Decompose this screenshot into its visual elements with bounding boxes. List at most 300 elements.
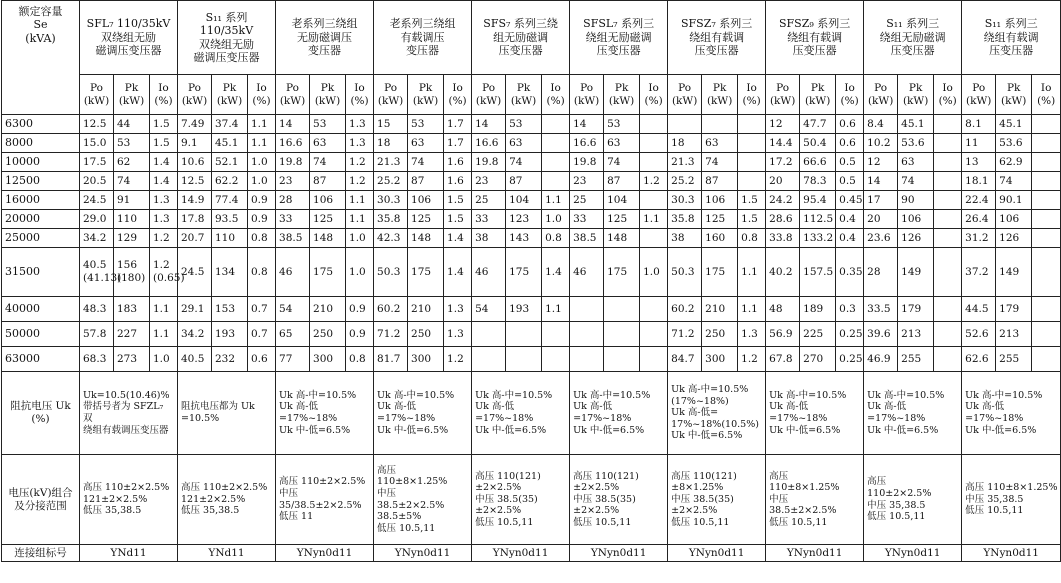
value-cell: 68.3 (80, 347, 114, 372)
value-cell: 153 (212, 297, 248, 322)
load-loss-header: Pk (kW) (506, 75, 542, 115)
voltage-combination-cell: 高压 110(121) ±2×2.5% 中压 38.5(35) ±2×2.5% 低压 10.5,11 (570, 455, 668, 545)
value-cell (934, 191, 962, 210)
value-cell: 1.0 (542, 210, 570, 229)
value-cell: 30.3 (374, 191, 408, 210)
connection-group-cell: YNd11 (178, 545, 276, 562)
value-cell: 225 (800, 322, 836, 347)
value-cell: 63 (408, 134, 444, 153)
value-cell (1032, 229, 1061, 248)
value-cell: 33 (570, 210, 604, 229)
value-cell (934, 347, 962, 372)
value-cell: 23 (276, 172, 310, 191)
value-cell: 42.3 (374, 229, 408, 248)
value-cell: 1.0 (346, 229, 374, 248)
value-cell: 175 (506, 248, 542, 297)
connection-group-cell: YNyn0d11 (864, 545, 962, 562)
value-cell: 0.8 (248, 229, 276, 248)
value-cell: 53 (310, 115, 346, 134)
value-cell: 19.8 (472, 153, 506, 172)
no-load-loss-header: Po (kW) (276, 75, 310, 115)
value-cell: 63 (702, 134, 738, 153)
value-cell: 1.4 (444, 229, 472, 248)
value-cell: 125 (408, 210, 444, 229)
value-cell: 52.1 (212, 153, 248, 172)
value-cell (640, 347, 668, 372)
value-cell (934, 153, 962, 172)
value-cell: 104 (604, 191, 640, 210)
series-header-1: SFL₇ 110/35kV 双绕组无励 磁调压变压器 (80, 1, 178, 75)
value-cell: 210 (702, 297, 738, 322)
value-cell (640, 191, 668, 210)
value-cell: 1.1 (346, 191, 374, 210)
value-cell: 53 (506, 115, 542, 134)
value-cell: 1.4 (542, 248, 570, 297)
rated-capacity-cell: 40000 (2, 297, 80, 322)
voltage-combination-cell: 高压 110±8×1.25% 中压 35,38.5 低压 10.5,11 (962, 455, 1061, 545)
load-loss-header: Pk (kW) (212, 75, 248, 115)
value-cell: 74 (702, 153, 738, 172)
value-cell: 38 (472, 229, 506, 248)
value-cell: 149 (898, 248, 934, 297)
value-cell: 52.6 (962, 322, 996, 347)
value-cell: 148 (408, 229, 444, 248)
value-cell: 17 (864, 191, 898, 210)
value-cell: 87 (702, 172, 738, 191)
no-load-loss-header: Po (kW) (668, 75, 702, 115)
value-cell: 60.2 (374, 297, 408, 322)
value-cell: 106 (702, 191, 738, 210)
value-cell: 45.1 (212, 134, 248, 153)
value-cell: 54 (472, 297, 506, 322)
value-cell: 175 (702, 248, 738, 297)
value-cell (472, 347, 506, 372)
value-cell: 17.8 (178, 210, 212, 229)
value-cell: 25 (570, 191, 604, 210)
value-cell: 1.5 (738, 191, 766, 210)
table-row (2, 347, 1061, 372)
no-load-loss-header: Po (kW) (962, 75, 996, 115)
value-cell: 45.1 (996, 115, 1032, 134)
value-cell: 20 (864, 210, 898, 229)
value-cell: 10.2 (864, 134, 898, 153)
value-cell: 74 (898, 172, 934, 191)
value-cell: 66.6 (800, 153, 836, 172)
value-cell: 250 (310, 322, 346, 347)
value-cell: 53.6 (996, 134, 1032, 153)
no-load-current-header: Io (%) (640, 75, 668, 115)
value-cell: 1.4 (150, 153, 178, 172)
value-cell: 148 (310, 229, 346, 248)
value-cell: 0.5 (836, 172, 864, 191)
table-row (2, 322, 1061, 347)
value-cell (668, 115, 702, 134)
value-cell: 1.1 (738, 297, 766, 322)
value-cell: 24.5 (80, 191, 114, 210)
value-cell: 23 (472, 172, 506, 191)
rated-capacity-header: 额定容量 Se (kVA) (2, 1, 80, 115)
value-cell: 106 (310, 191, 346, 210)
value-cell: 0.4 (836, 229, 864, 248)
value-cell (702, 115, 738, 134)
value-cell: 40.5 (41.13) (80, 248, 114, 297)
voltage-combination-cell: 高压 110(121) ±8×1.25% 中压 38.5(35) ±2×2.5% 低压 10.5,11 (668, 455, 766, 545)
value-cell: 1.3 (738, 322, 766, 347)
transformer-parameter-table (1, 0, 1061, 562)
value-cell: 134 (212, 248, 248, 297)
value-cell (604, 322, 640, 347)
table-header (2, 1, 1061, 115)
value-cell: 25.2 (374, 172, 408, 191)
series-header-8: SFSZ₉ 系列三 绕组有载调 压变压器 (766, 1, 864, 75)
value-cell: 250 (702, 322, 738, 347)
no-load-loss-header: Po (kW) (178, 75, 212, 115)
value-cell: 90 (898, 191, 934, 210)
value-cell: 65 (276, 322, 310, 347)
value-cell: 23 (570, 172, 604, 191)
value-cell: 44.5 (962, 297, 996, 322)
value-cell: 1.0 (640, 248, 668, 297)
table-body (2, 115, 1061, 372)
impedance-voltage-cell: 阻抗电压都为 Uk =10.5% (178, 372, 276, 455)
value-cell: 90.1 (996, 191, 1032, 210)
value-cell: 1.2 (738, 347, 766, 372)
value-cell: 48.3 (80, 297, 114, 322)
impedance-voltage-cell: Uk 高-中=10.5% Uk 高-低 =17%~18% Uk 中-低=6.5% (864, 372, 962, 455)
value-cell: 71.2 (374, 322, 408, 347)
value-cell (506, 347, 542, 372)
value-cell: 34.2 (80, 229, 114, 248)
no-load-current-header: Io (%) (1032, 75, 1061, 115)
value-cell: 8.1 (962, 115, 996, 134)
connection-group-row (2, 545, 1061, 562)
value-cell: 63 (506, 134, 542, 153)
value-cell: 0.8 (542, 229, 570, 248)
no-load-loss-header: Po (kW) (766, 75, 800, 115)
value-cell (1032, 134, 1061, 153)
value-cell: 0.6 (836, 134, 864, 153)
value-cell: 74 (310, 153, 346, 172)
value-cell: 123 (506, 210, 542, 229)
load-loss-header: Pk (kW) (898, 75, 934, 115)
value-cell: 25.2 (668, 172, 702, 191)
impedance-voltage-cell: Uk 高-中=10.5% (17%~18%) Uk 高-低= 17%~18%(10.5%) Uk 中-低=6.5% (668, 372, 766, 455)
value-cell: 17.5 (80, 153, 114, 172)
value-cell: 47.7 (800, 115, 836, 134)
value-cell (738, 134, 766, 153)
unit-header-row (2, 75, 1061, 115)
value-cell: 33.8 (766, 229, 800, 248)
value-cell: 143 (506, 229, 542, 248)
value-cell: 78.3 (800, 172, 836, 191)
value-cell: 1.3 (346, 115, 374, 134)
value-cell: 46 (276, 248, 310, 297)
value-cell (1032, 297, 1061, 322)
value-cell: 28 (276, 191, 310, 210)
value-cell: 62.6 (962, 347, 996, 372)
value-cell: 157.5 (800, 248, 836, 297)
impedance-voltage-cell: Uk 高-中=10.5% Uk 高-低=17%~18% Uk 中-低=6.5% (570, 372, 668, 455)
value-cell: 1.1 (248, 134, 276, 153)
value-cell: 93.5 (212, 210, 248, 229)
value-cell (934, 210, 962, 229)
load-loss-header: Pk (kW) (702, 75, 738, 115)
voltage-combination-cell: 高压 110(121) ±2×2.5% 中压 38.5(35) ±2×2.5% 低压 10.5,11 (472, 455, 570, 545)
value-cell: 125 (604, 210, 640, 229)
value-cell: 193 (506, 297, 542, 322)
value-cell: 175 (604, 248, 640, 297)
value-cell: 60.2 (668, 297, 702, 322)
value-cell (472, 322, 506, 347)
value-cell: 63 (310, 134, 346, 153)
value-cell (738, 172, 766, 191)
value-cell: 14.4 (766, 134, 800, 153)
value-cell: 22.4 (962, 191, 996, 210)
value-cell: 1.2 (346, 172, 374, 191)
value-cell: 19.8 (570, 153, 604, 172)
value-cell: 14 (864, 172, 898, 191)
value-cell (934, 172, 962, 191)
rated-capacity-cell: 25000 (2, 229, 80, 248)
value-cell: 149 (996, 248, 1032, 297)
value-cell: 0.3 (836, 297, 864, 322)
value-cell (1032, 153, 1061, 172)
value-cell: 53 (408, 115, 444, 134)
load-loss-header: Pk (kW) (114, 75, 150, 115)
series-header-10: S₁₁ 系列三 绕组有载调 压变压器 (962, 1, 1061, 75)
value-cell: 0.6 (836, 115, 864, 134)
voltage-combination-cell: 高压 110±2×2.5% 121±2×2.5% 低压 35,38.5 (80, 455, 178, 545)
value-cell: 1.0 (248, 153, 276, 172)
value-cell: 87 (408, 172, 444, 191)
value-cell: 1.2 (444, 347, 472, 372)
series-header-3: 老系列三绕组 无励磁调压 变压器 (276, 1, 374, 75)
value-cell: 148 (604, 229, 640, 248)
value-cell: 156 (180) (114, 248, 150, 297)
value-cell: 0.5 (836, 153, 864, 172)
value-cell: 1.4 (150, 172, 178, 191)
value-cell: 21.3 (668, 153, 702, 172)
value-cell: 1.1 (150, 322, 178, 347)
value-cell: 62.2 (212, 172, 248, 191)
value-cell: 1.2 (0.65) (150, 248, 178, 297)
value-cell: 53.6 (898, 134, 934, 153)
voltage-combination-cell: 高压 110±2×2.5% 中压 35/38.5±2×2.5% 低压 11 (276, 455, 374, 545)
value-cell: 57.8 (80, 322, 114, 347)
value-cell: 16.6 (472, 134, 506, 153)
value-cell: 213 (996, 322, 1032, 347)
value-cell: 87 (506, 172, 542, 191)
value-cell: 15 (374, 115, 408, 134)
value-cell: 110 (212, 229, 248, 248)
value-cell: 125 (702, 210, 738, 229)
value-cell: 1.3 (150, 210, 178, 229)
value-cell: 14 (472, 115, 506, 134)
value-cell: 1.3 (150, 191, 178, 210)
value-cell: 1.7 (444, 115, 472, 134)
value-cell: 20.5 (80, 172, 114, 191)
table-row (2, 115, 1061, 134)
value-cell: 1.1 (640, 210, 668, 229)
value-cell: 74 (408, 153, 444, 172)
value-cell: 74 (604, 153, 640, 172)
value-cell: 29.1 (178, 297, 212, 322)
no-load-loss-header: Po (kW) (570, 75, 604, 115)
value-cell: 11 (962, 134, 996, 153)
no-load-loss-header: Po (kW) (80, 75, 114, 115)
value-cell: 1.1 (542, 191, 570, 210)
connection-group-cell: YNyn0d11 (766, 545, 864, 562)
value-cell: 0.4 (836, 210, 864, 229)
value-cell: 0.9 (248, 210, 276, 229)
value-cell: 1.0 (248, 172, 276, 191)
value-cell: 74 (114, 172, 150, 191)
rated-capacity-cell: 8000 (2, 134, 80, 153)
value-cell: 19.8 (276, 153, 310, 172)
value-cell: 175 (310, 248, 346, 297)
value-cell (1032, 210, 1061, 229)
value-cell: 1.1 (542, 297, 570, 322)
value-cell: 1.1 (150, 297, 178, 322)
value-cell (1032, 172, 1061, 191)
value-cell: 14 (570, 115, 604, 134)
value-cell: 193 (212, 322, 248, 347)
value-cell: 210 (408, 297, 444, 322)
value-cell (640, 115, 668, 134)
value-cell: 0.9 (248, 191, 276, 210)
table-row (2, 191, 1061, 210)
value-cell: 74 (506, 153, 542, 172)
value-cell: 40.2 (766, 248, 800, 297)
value-cell: 31.2 (962, 229, 996, 248)
rated-capacity-cell: 12500 (2, 172, 80, 191)
value-cell (640, 229, 668, 248)
value-cell: 24.5 (178, 248, 212, 297)
rated-capacity-cell: 31500 (2, 248, 80, 297)
value-cell: 12.5 (178, 172, 212, 191)
no-load-current-header: Io (%) (444, 75, 472, 115)
value-cell: 126 (898, 229, 934, 248)
value-cell (640, 297, 668, 322)
value-cell: 37.2 (962, 248, 996, 297)
value-cell: 63 (898, 153, 934, 172)
value-cell: 45.1 (898, 115, 934, 134)
value-cell: 0.9 (346, 322, 374, 347)
value-cell: 87 (604, 172, 640, 191)
value-cell: 74 (996, 172, 1032, 191)
value-cell (640, 134, 668, 153)
value-cell: 175 (408, 248, 444, 297)
table-row (2, 134, 1061, 153)
value-cell: 1.7 (444, 134, 472, 153)
value-cell (934, 297, 962, 322)
value-cell: 28 (864, 248, 898, 297)
value-cell: 18.1 (962, 172, 996, 191)
value-cell: 0.8 (248, 248, 276, 297)
value-cell: 81.7 (374, 347, 408, 372)
value-cell: 112.5 (800, 210, 836, 229)
value-cell: 28.6 (766, 210, 800, 229)
value-cell: 0.8 (738, 229, 766, 248)
value-cell: 95.4 (800, 191, 836, 210)
value-cell (640, 322, 668, 347)
value-cell (934, 229, 962, 248)
impedance-voltage-row (2, 372, 1061, 455)
value-cell: 91 (114, 191, 150, 210)
value-cell: 300 (408, 347, 444, 372)
series-header-2: S₁₁ 系列 110/35kV 双绕组无励 磁调压变压器 (178, 1, 276, 75)
value-cell: 0.7 (248, 297, 276, 322)
value-cell: 44 (114, 115, 150, 134)
value-cell: 1.5 (444, 210, 472, 229)
value-cell: 104 (506, 191, 542, 210)
rated-capacity-cell: 16000 (2, 191, 80, 210)
value-cell: 0.8 (346, 347, 374, 372)
value-cell (1032, 248, 1061, 297)
value-cell: 106 (408, 191, 444, 210)
value-cell: 255 (996, 347, 1032, 372)
no-load-loss-header: Po (kW) (864, 75, 898, 115)
value-cell: 20 (766, 172, 800, 191)
rated-capacity-cell: 50000 (2, 322, 80, 347)
table-row (2, 153, 1061, 172)
table-row (2, 297, 1061, 322)
value-cell: 125 (310, 210, 346, 229)
value-cell: 20.7 (178, 229, 212, 248)
value-cell: 77 (276, 347, 310, 372)
value-cell: 16.6 (570, 134, 604, 153)
value-cell: 133.2 (800, 229, 836, 248)
value-cell: 38.5 (570, 229, 604, 248)
value-cell (570, 347, 604, 372)
value-cell: 7.49 (178, 115, 212, 134)
connection-group-cell: YNyn0d11 (668, 545, 766, 562)
value-cell: 1.3 (444, 322, 472, 347)
value-cell: 183 (114, 297, 150, 322)
series-header-4: 老系列三绕组 有载调压 变压器 (374, 1, 472, 75)
value-cell: 87 (310, 172, 346, 191)
value-cell: 23.6 (864, 229, 898, 248)
value-cell: 1.2 (150, 229, 178, 248)
table-row (2, 229, 1061, 248)
value-cell (934, 248, 962, 297)
value-cell: 35.8 (374, 210, 408, 229)
connection-group-cell: YNyn0d11 (374, 545, 472, 562)
value-cell: 0.25 (836, 347, 864, 372)
no-load-current-header: Io (%) (542, 75, 570, 115)
value-cell: 50.3 (374, 248, 408, 297)
load-loss-header: Pk (kW) (800, 75, 836, 115)
value-cell: 0.35 (836, 248, 864, 297)
connection-group-cell: YNyn0d11 (276, 545, 374, 562)
value-cell: 1.3 (444, 297, 472, 322)
value-cell: 63 (604, 134, 640, 153)
value-cell: 255 (898, 347, 934, 372)
value-cell: 300 (310, 347, 346, 372)
value-cell: 1.0 (150, 347, 178, 372)
value-cell: 1.2 (640, 172, 668, 191)
table-row (2, 248, 1061, 297)
value-cell (934, 322, 962, 347)
value-cell (1032, 191, 1061, 210)
value-cell: 46.9 (864, 347, 898, 372)
value-cell (640, 153, 668, 172)
value-cell: 0.45 (836, 191, 864, 210)
value-cell: 35.8 (668, 210, 702, 229)
no-load-current-header: Io (%) (150, 75, 178, 115)
value-cell: 179 (898, 297, 934, 322)
value-cell (738, 115, 766, 134)
